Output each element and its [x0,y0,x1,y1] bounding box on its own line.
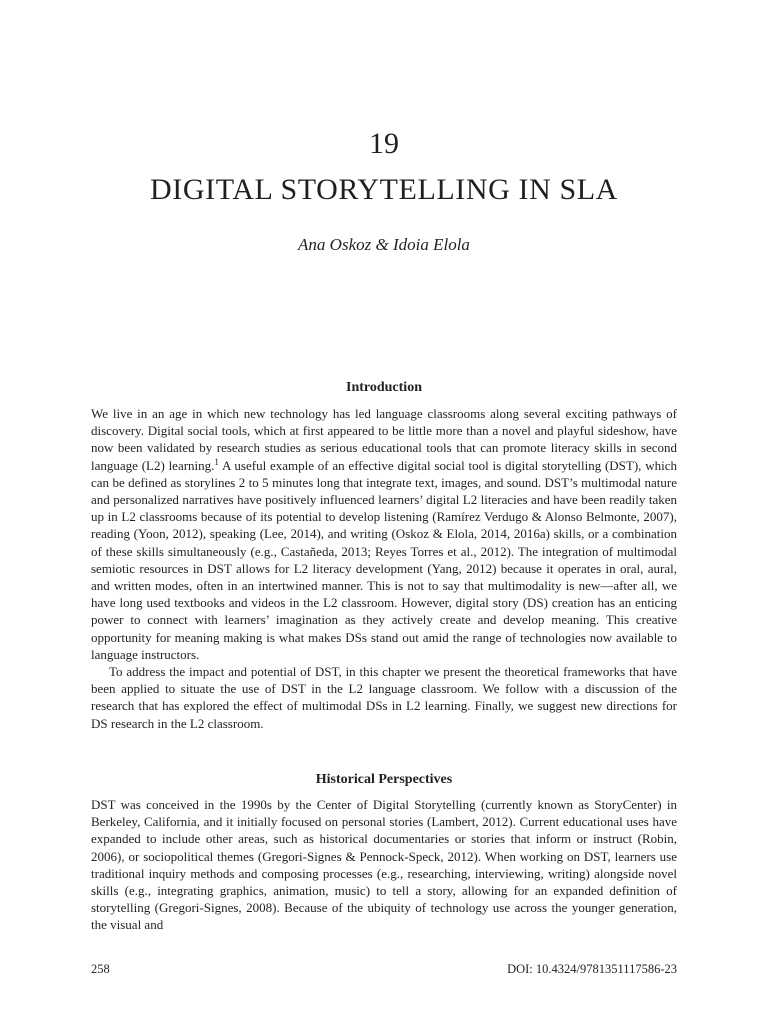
introduction-paragraph-2: To address the impact and potential of DST, in this chapter we present the theoretical frameworks that have been applied to situate the use of DST in the L2 language classroom. We follow with a discussion of the research that has explored the effect of multimodal DSs in L2 learning. Finally, we suggest new directions for DS research in the L2 classroom. [91,664,677,731]
doi-link: DOI: 10.4324/9781351117586-23 [507,962,677,976]
historical-perspectives-body [91,796,677,934]
introduction-heading: Introduction [346,380,422,395]
paragraph-text: A useful example of an effective digital social tool is digital storytelling (DST), which can be defined as storylines 2 to 5 minutes long that integrate text, images, and sound. DST’s multimodal nature and personalized narratives have positively influenced learners’ digital L2 literacies and have been readily taken up in L2 classrooms because of its potential to develop listening (Ramírez Verdugo & Alonso Belmonte, 2007), reading (Yoon, 2012), speaking (Lee, 2014), and writing (Oskoz & Elola, 2014, 2016a) skills, or a combination of these skills simultaneously (e.g., Castañeda, 2013; Reyes Torres et al., 2012). The integration of multimodal semiotic resources in DST allows for L2 literacy development (Yang, 2012) because it operates in oral, aural, and written modes, often in an intertwined manner. This is not to say that multimodality is new—after all, we have long used textbooks and videos in the L2 classroom. However, digital story (DS) creation has an enticing power to connect with learners’ imagination as they actively create and develop meaning. This creative opportunity for meaning making is what makes DSs stand out amid the range of technologies now available to language instructors. [91,457,677,662]
chapter-title: DIGITAL STORYTELLING IN SLA [150,173,618,206]
chapter-authors: Ana Oskoz & Idoia Elola [298,235,470,254]
introduction-paragraph-1 [91,405,677,663]
footnote-reference: 1 [214,456,219,467]
historical-perspectives-heading: Historical Perspectives [315,772,453,787]
historical-paragraph-1: DST was conceived in the 1990s by the Center of Digital Storytelling (currently known as StoryCenter) in Berkeley, California, and it initially focused on personal stories (Lambert, 2012). Current educational uses have expanded to include other areas, such as historical documentaries or stories that inform or instruct (Robin, 2006), or sociopolitical themes (Gregori-Signes & Pennock-Speck, 2012). When working on DST, learners use traditional inquiry methods and composing processes (e.g., researching, interviewing, writing) alongside novel skills (e.g., integrating graphics, animation, music) to tell a story, allowing for an expanded definition of storytelling (Gregori-Signes, 2008). Because of the ubiquity of technology use across the younger generation, the visual and [91,797,677,933]
paragraph-text: We live in an age in which new technology has led language classrooms along several exciting pathways of discovery. Digital social tools, which at first appeared to be little more than a novel and playful sideshow, have now been validated by research studies as serious educational tools that can promote literacy skills in second language (L2) learning. [91,406,677,473]
chapter-number: 19 [369,127,399,160]
page-number: 258 [91,962,110,976]
introduction-body [91,405,677,732]
